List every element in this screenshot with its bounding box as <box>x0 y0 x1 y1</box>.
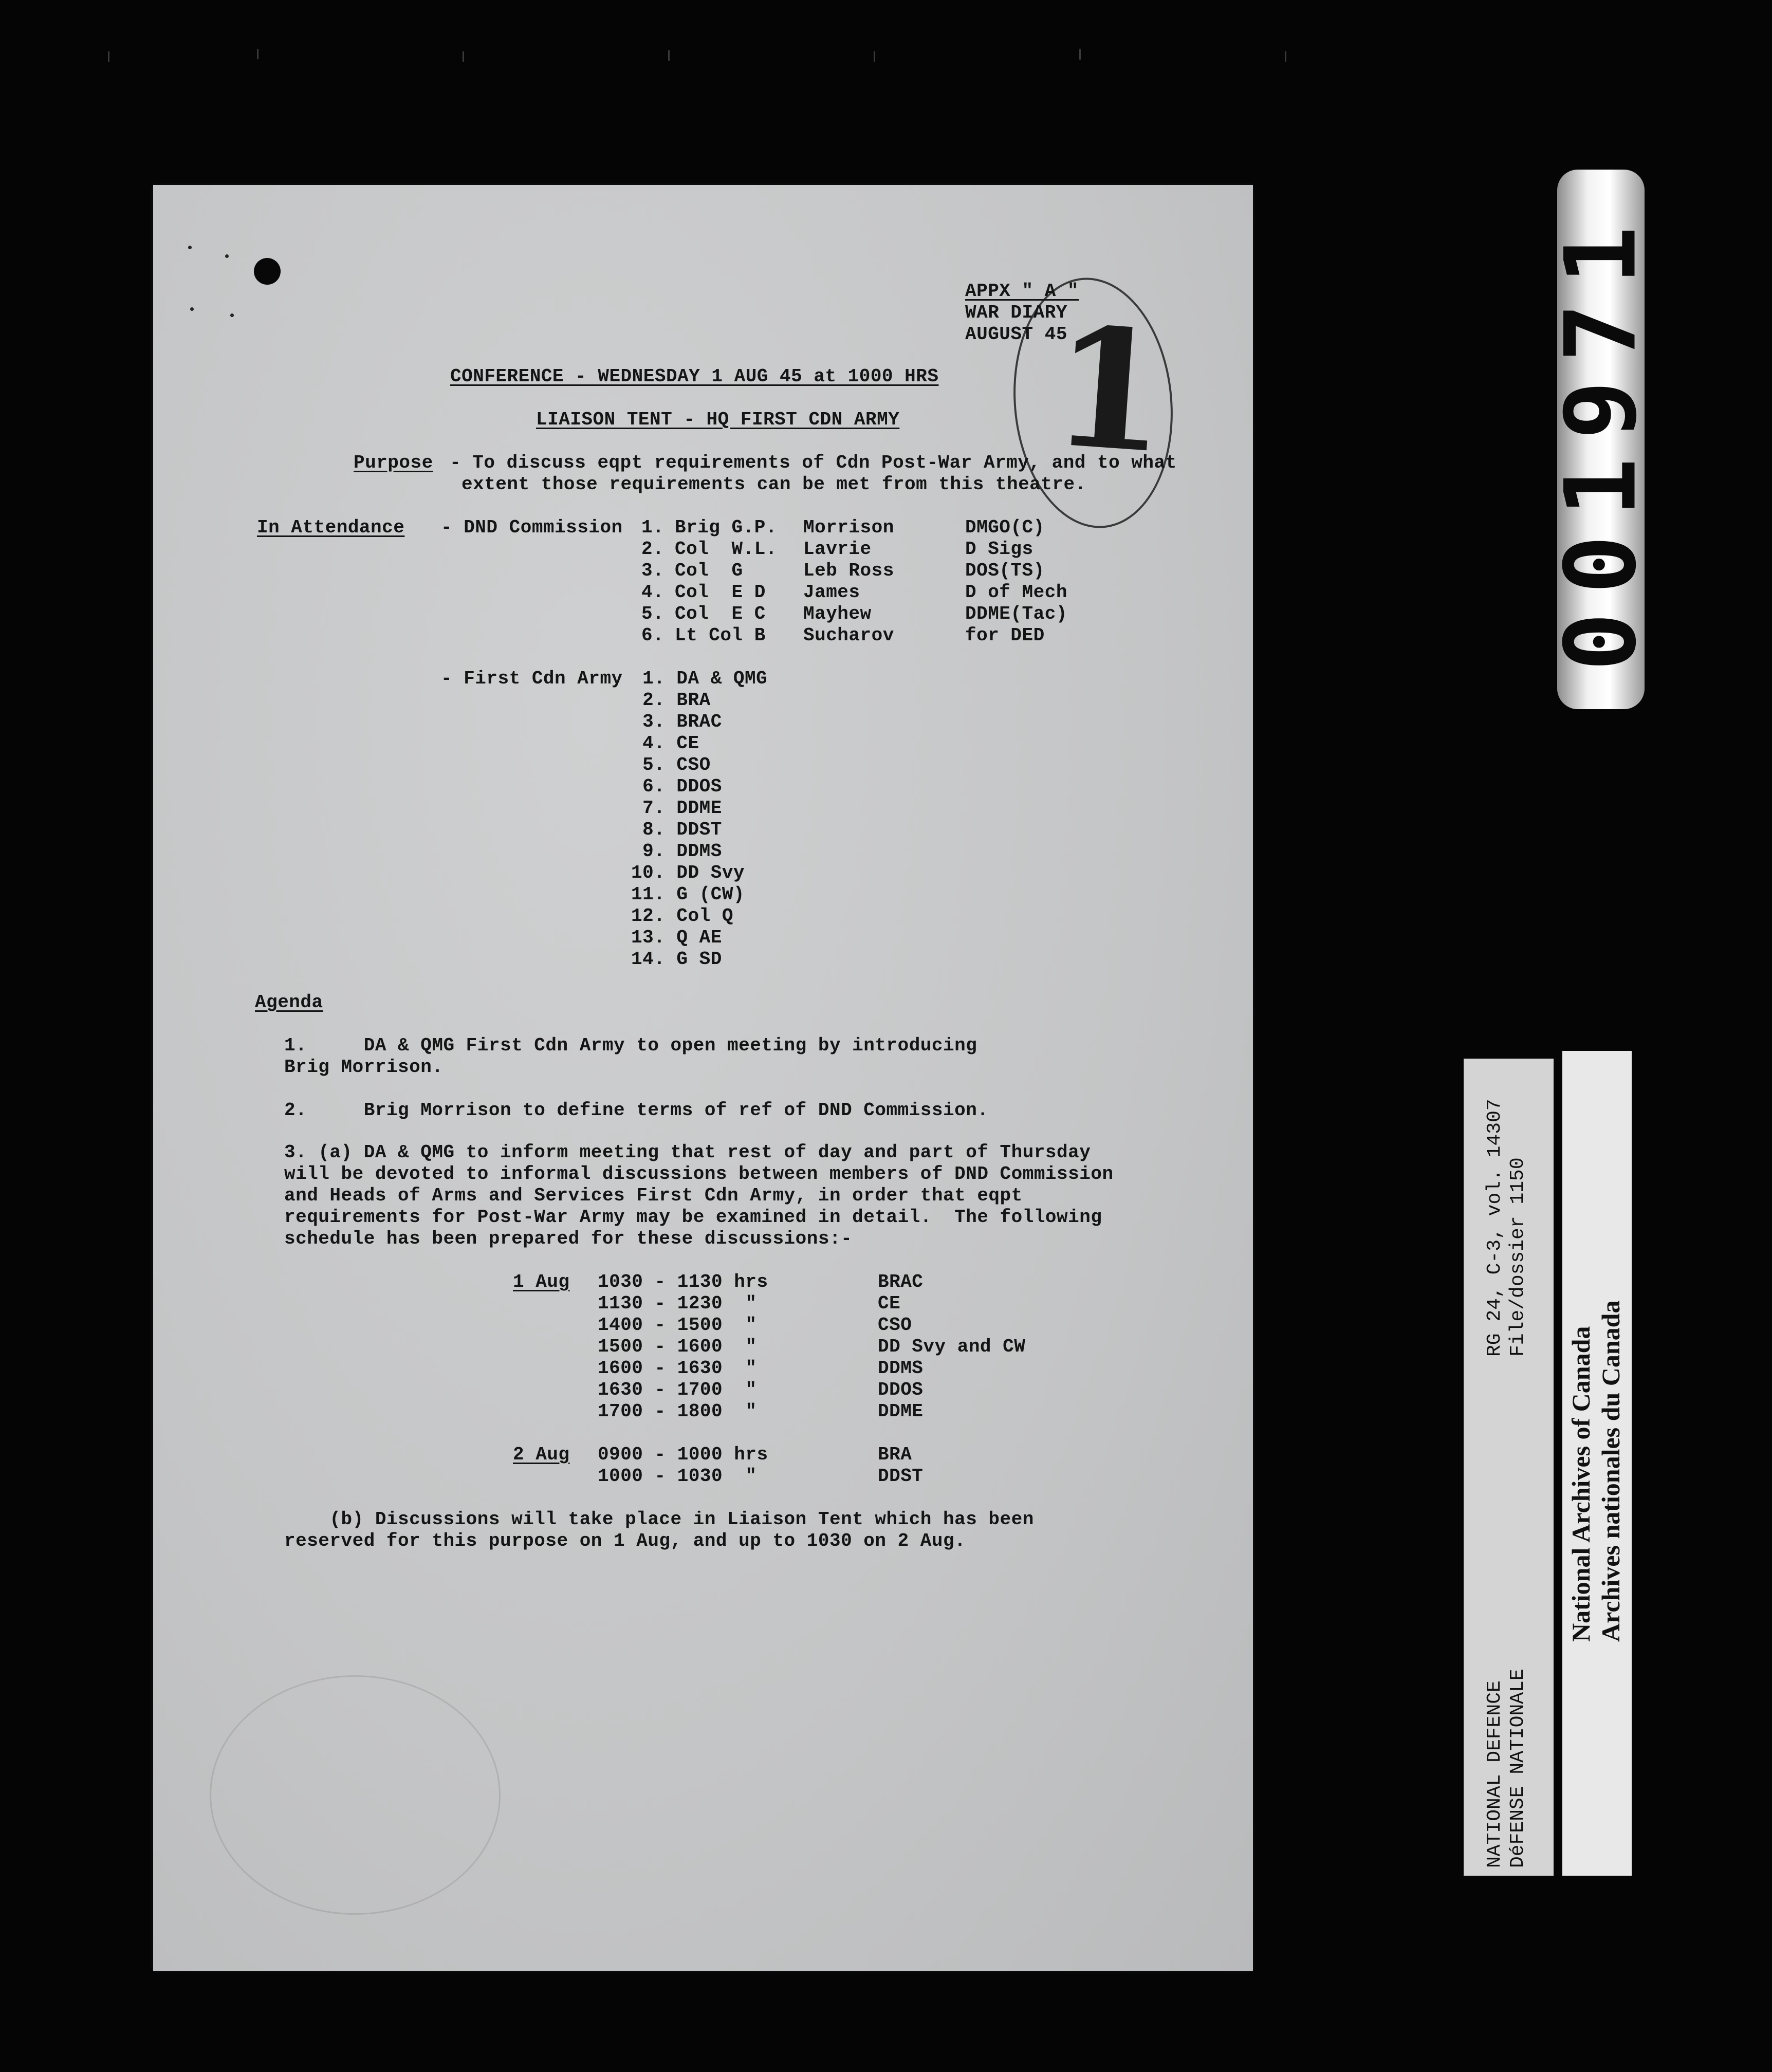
member-name: James <box>803 582 860 603</box>
appx-label: APPX " A " <box>965 281 1079 302</box>
agenda-item-3-line: requirements for Post-War Army may be examined in detail. The following <box>284 1207 1102 1228</box>
member-number: 6. <box>641 625 664 646</box>
schedule-branch: BRAC <box>878 1271 924 1292</box>
schedule-time: 1600 - 1630 " <box>598 1358 757 1379</box>
scan-edge-mark <box>874 51 875 62</box>
schedule-branch: CE <box>878 1293 901 1314</box>
schedule-time: 1630 - 1700 " <box>598 1379 757 1400</box>
speck <box>190 307 194 311</box>
member-appointment: DDME(Tac) <box>965 603 1067 624</box>
member-number: 5. <box>641 603 664 624</box>
agenda-item-2: 2. Brig Morrison to define terms of ref of DND Commission. <box>284 1100 989 1121</box>
archive-reference-line1: RG 24, C-3, vol. 14307 <box>1484 1099 1506 1357</box>
list-item: 14. G SD <box>631 949 722 970</box>
war-diary-label: WAR DIARY <box>965 302 1067 323</box>
schedule-branch: DDME <box>878 1401 924 1422</box>
member-number: 3. <box>641 560 664 581</box>
agenda-item-3-line: and Heads of Arms and Services First Cdn Army, in order that eqpt <box>284 1185 1023 1206</box>
archive-reference-line2: File/dossier 1150 <box>1507 1157 1529 1357</box>
member-rank: Col W.L. <box>675 539 777 560</box>
list-item: 4. CE <box>631 733 699 754</box>
speck <box>188 246 192 249</box>
member-rank: Col E D <box>675 582 766 603</box>
agenda-item-1: 1. DA & QMG First Cdn Army to open meeting by introducing <box>284 1035 977 1056</box>
purpose-text-line2: extent those requirements can be met from this theatre. <box>462 474 1086 495</box>
agenda-item-3b-cont: reserved for this purpose on 1 Aug, and up to 1030 on 2 Aug. <box>284 1530 966 1551</box>
agenda-item-1-cont: Brig Morrison. <box>284 1057 444 1078</box>
member-number: 1. <box>641 517 664 538</box>
list-item: 3. BRAC <box>631 711 722 732</box>
schedule-day: 2 Aug <box>513 1444 570 1465</box>
page-title: CONFERENCE - WEDNESDAY 1 AUG 45 at 1000 HRS <box>450 366 939 387</box>
member-name: Lavrie <box>803 539 872 560</box>
schedule-time: 1000 - 1030 " <box>598 1466 757 1487</box>
frame-counter-number: 001971 <box>1544 207 1658 672</box>
schedule-branch: BRA <box>878 1444 912 1465</box>
schedule-time: 1400 - 1500 " <box>598 1315 757 1336</box>
member-rank: Lt Col B <box>675 625 766 646</box>
list-item: 7. DDME <box>631 798 722 819</box>
member-rank: Col E C <box>675 603 766 624</box>
list-item: 5. CSO <box>631 754 711 775</box>
scan-edge-mark <box>1285 51 1286 62</box>
agenda-item-3-line: schedule has been prepared for these discussions:- <box>284 1228 853 1249</box>
archives-name-strip <box>1562 1051 1632 1876</box>
member-name: Leb Ross <box>803 560 894 581</box>
schedule-branch: DD Svy and CW <box>878 1336 1026 1357</box>
archive-reference-strip <box>1464 1059 1554 1876</box>
member-number: 2. <box>641 539 664 560</box>
first-cdn-army-label: - First Cdn Army <box>441 668 623 689</box>
schedule-time: 1700 - 1800 " <box>598 1401 757 1422</box>
list-item: 13. Q AE <box>631 927 722 948</box>
schedule-time: 1500 - 1600 " <box>598 1336 757 1357</box>
member-name: Mayhew <box>803 603 872 624</box>
scan-edge-mark <box>257 49 259 59</box>
member-rank: Col G <box>675 560 743 581</box>
schedule-branch: DDMS <box>878 1358 924 1379</box>
archives-name-english: National Archives of Canada <box>1566 1326 1595 1642</box>
department-label-line1: NATIONAL DEFENCE <box>1484 1680 1506 1868</box>
member-rank: Brig G.P. <box>675 517 777 538</box>
speck <box>225 254 229 258</box>
list-item: 9. DDMS <box>631 841 722 862</box>
member-number: 4. <box>641 582 664 603</box>
schedule-time: 1130 - 1230 " <box>598 1293 757 1314</box>
schedule-time: 0900 - 1000 hrs <box>598 1444 768 1465</box>
schedule-branch: DDOS <box>878 1379 924 1400</box>
list-item: 1. DA & QMG <box>631 668 768 689</box>
schedule-branch: DDST <box>878 1466 924 1487</box>
scan-edge-mark <box>463 51 464 62</box>
handwritten-number: 1 <box>1046 290 1174 491</box>
department-label-line2: DéFENSE NATIONALE <box>1507 1669 1529 1868</box>
page-subtitle: LIAISON TENT - HQ FIRST CDN ARMY <box>536 409 900 430</box>
schedule-time: 1030 - 1130 hrs <box>598 1271 768 1292</box>
member-appointment: D Sigs <box>965 539 1033 560</box>
member-name: Sucharov <box>803 625 894 646</box>
list-item: 2. BRA <box>631 690 711 711</box>
list-item: 11. G (CW) <box>631 884 745 905</box>
document-page <box>153 185 1253 1971</box>
faint-stamp <box>210 1675 501 1915</box>
attendance-label: In Attendance <box>257 517 405 538</box>
scan-edge-mark <box>1079 49 1081 60</box>
scan-edge-mark <box>668 50 670 61</box>
schedule-branch: CSO <box>878 1315 912 1336</box>
member-appointment: DOS(TS) <box>965 560 1045 581</box>
scan-edge-mark <box>108 51 109 62</box>
agenda-label: Agenda <box>255 992 323 1013</box>
agenda-item-3b: (b) Discussions will take place in Liaison Tent which has been <box>284 1509 1034 1530</box>
list-item: 10. DD Svy <box>631 862 745 883</box>
agenda-item-3-line: 3. (a) DA & QMG to inform meeting that rest of day and part of Thursday <box>284 1142 1091 1163</box>
list-item: 8. DDST <box>631 819 722 840</box>
diary-month-label: AUGUST 45 <box>965 324 1067 345</box>
list-item: 12. Col Q <box>631 905 733 927</box>
member-appointment: D of Mech <box>965 582 1067 603</box>
archives-name-french: Archives nationales du Canada <box>1596 1300 1625 1642</box>
member-name: Morrison <box>803 517 894 538</box>
speck <box>230 313 234 317</box>
schedule-day: 1 Aug <box>513 1271 570 1292</box>
punch-hole <box>254 258 281 285</box>
member-appointment: for DED <box>965 625 1045 646</box>
member-appointment: DMGO(C) <box>965 517 1045 538</box>
purpose-label: Purpose <box>354 452 433 473</box>
agenda-item-3-line: will be devoted to informal discussions between members of DND Commission <box>284 1163 1114 1185</box>
list-item: 6. DDOS <box>631 776 722 797</box>
purpose-text-line1: - To discuss eqpt requirements of Cdn Post-War Army, and to what <box>438 452 1177 473</box>
dnd-commission-label: - DND Commission <box>441 517 623 538</box>
